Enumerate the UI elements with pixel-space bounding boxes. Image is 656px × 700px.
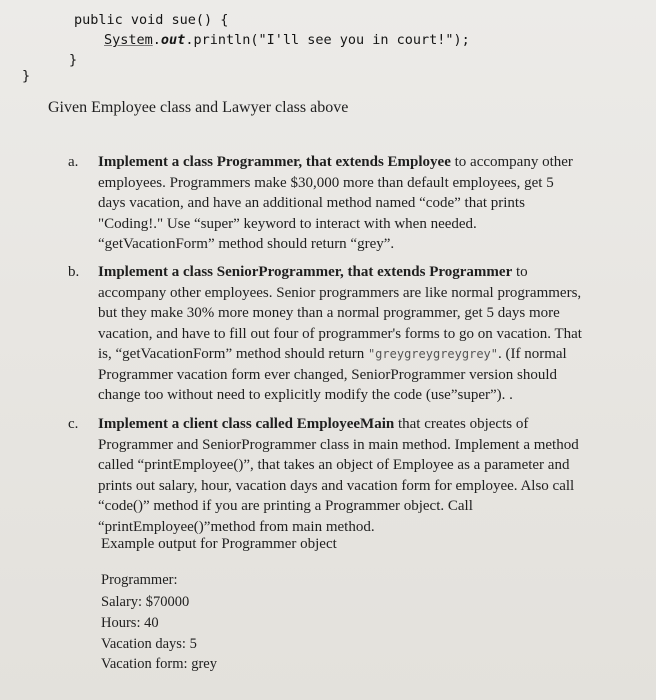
return-value-code: "greygreygreygrey" [367,347,498,361]
item-text: but they make 30% more money than a normal programmer, get 5 days more [98,305,560,321]
item-text: "Coding!." Use “super” keyword to interact with when needed. [98,215,477,232]
code-line-println [104,32,470,48]
item-bold-text: Implement a class SeniorProgrammer, that extends Programmer [98,264,513,280]
code-brace: } [69,52,78,68]
item-text: that creates objects of [394,416,529,432]
item-text: accompany other employees. Senior programmers are like normal programmers, [98,284,582,301]
intro-text: Given Employee class and Lawyer class above [48,99,349,116]
item-text: days vacation, and have an additional method named “code” that prints [98,195,525,211]
item-label: b. [68,264,80,280]
item-text: prints out salary, hour, vacation days and vacation form for employee. Also call [98,477,575,494]
item-body [98,262,582,406]
code-println-rest: .println("I'll see you in court!"); [185,32,470,48]
code-brace: } [22,68,31,84]
output-line: Vacation days: 5 [101,636,197,652]
item-text: to accompany other [450,154,573,170]
output-line: Vacation form: grey [101,656,217,672]
output-line: Programmer: [101,572,178,588]
item-text: “getVacationForm” method should return “grey”. [98,236,395,252]
item-text: called “printEmployee()”, that takes an object of Employee as a parameter and [98,457,570,473]
output-line: Salary: $70000 [101,594,190,610]
item-label: a. [68,154,79,170]
item-text: Programmer and SeniorProgrammer class in main method. Implement a method [98,436,579,453]
item-bold-text: Implement a class Programmer, that extends Employee [98,154,451,170]
output-line: Hours: 40 [101,615,159,631]
item-body [98,152,573,255]
code-system: System [104,32,153,48]
item-text: “printEmployee()”method from main method. [98,518,375,535]
item-body [98,414,579,537]
item-text: change too without need to explicitly modify the code (use”super”). . [98,387,513,403]
item-label: c. [68,416,79,432]
code-line-method-signature [74,12,228,28]
code-line-close-class [22,68,30,84]
item-bold-text: Implement a client class called EmployeeMain [98,416,395,432]
item-text: Programmer vacation form ever changed, SeniorProgrammer version should [98,366,558,383]
item-text: employees. Programmers make $30,000 more than default employees, get 5 [98,174,554,191]
item-text: vacation, and have to fill out four of programmer's forms to go on vacation. That [98,325,582,342]
item-text: . (If normal [498,346,567,362]
code-out: out [160,32,186,48]
item-text: “code()” method if you are printing a Programmer object. Call [98,498,473,514]
example-heading: Example output for Programmer object [101,536,337,552]
code-line-close-method [69,52,77,68]
item-text: is, “getVacationForm” method should return [98,346,368,362]
code-dot: . [152,32,161,48]
code-text: public void sue() { [74,12,229,28]
item-text: to [512,264,528,280]
